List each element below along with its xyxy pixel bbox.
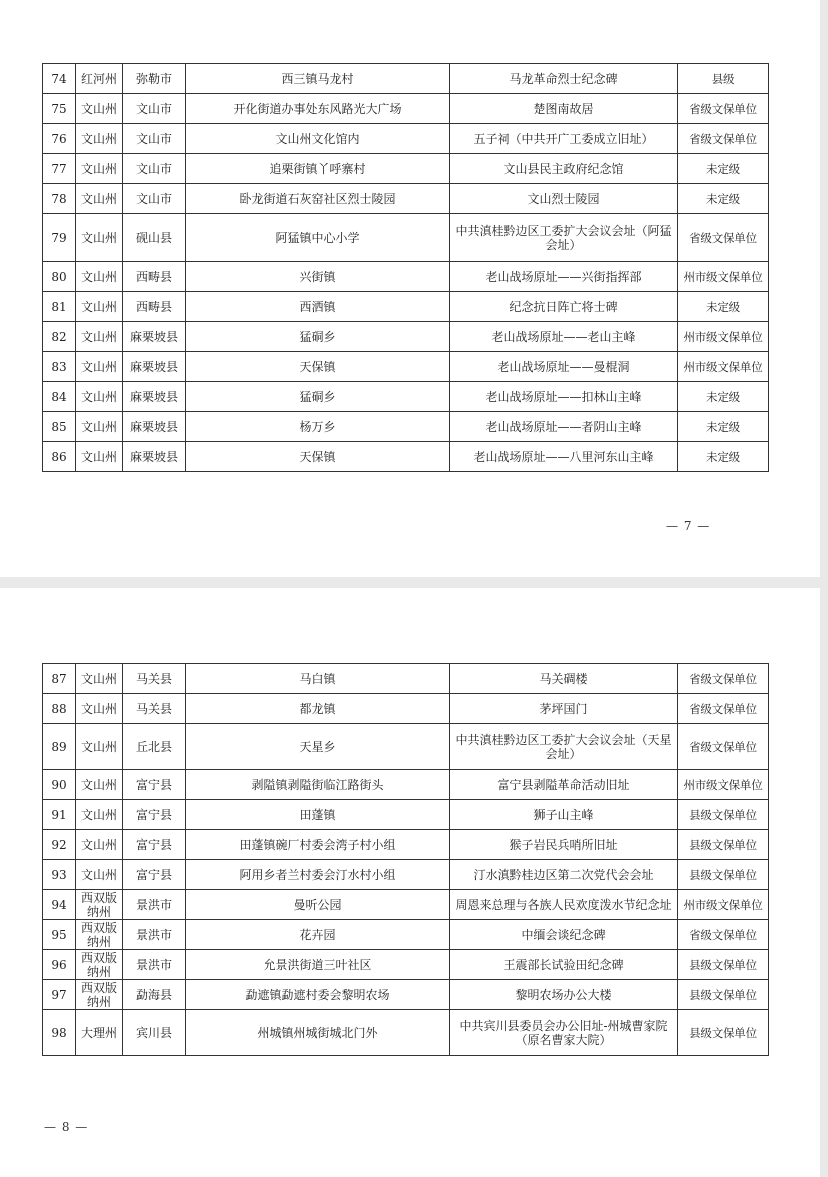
prefecture-cell: 西双版纳州 xyxy=(76,890,123,920)
protection-level-cell: 州市级文保单位 xyxy=(678,890,769,920)
location-cell: 卧龙街道石灰窑社区烈士陵园 xyxy=(186,184,450,214)
row-number-cell: 96 xyxy=(43,950,76,980)
row-number-cell: 75 xyxy=(43,94,76,124)
protection-level-cell: 州市级文保单位 xyxy=(678,322,769,352)
row-number-cell: 94 xyxy=(43,890,76,920)
county-cell: 弥勒市 xyxy=(123,64,186,94)
county-cell: 宾川县 xyxy=(123,1010,186,1056)
county-cell: 麻栗坡县 xyxy=(123,382,186,412)
sites-table-page-8 xyxy=(42,663,769,1056)
location-cell: 允景洪街道三叶社区 xyxy=(186,950,450,980)
location-cell: 西洒镇 xyxy=(186,292,450,322)
location-cell: 追栗街镇丫呼寨村 xyxy=(186,154,450,184)
table-row xyxy=(43,184,769,214)
table-row xyxy=(43,262,769,292)
prefecture-cell: 文山州 xyxy=(76,94,123,124)
site-name-cell: 文山县民主政府纪念馆 xyxy=(450,154,678,184)
prefecture-cell: 红河州 xyxy=(76,64,123,94)
protection-level-cell: 省级文保单位 xyxy=(678,124,769,154)
prefecture-cell: 文山州 xyxy=(76,724,123,770)
table-row xyxy=(43,920,769,950)
location-cell: 天保镇 xyxy=(186,352,450,382)
site-name-cell: 王震部长试验田纪念碑 xyxy=(450,950,678,980)
county-cell: 富宁县 xyxy=(123,800,186,830)
row-number-cell: 80 xyxy=(43,262,76,292)
county-cell: 文山市 xyxy=(123,94,186,124)
county-cell: 文山市 xyxy=(123,154,186,184)
page-number: — 7 — xyxy=(666,519,711,533)
protection-level-cell: 未定级 xyxy=(678,154,769,184)
table-row xyxy=(43,800,769,830)
prefecture-cell: 文山州 xyxy=(76,184,123,214)
site-name-cell: 纪念抗日阵亡将士碑 xyxy=(450,292,678,322)
sites-table-page-7 xyxy=(42,63,769,472)
county-cell: 马关县 xyxy=(123,694,186,724)
county-cell: 文山市 xyxy=(123,124,186,154)
document-page-8 xyxy=(0,588,820,1177)
protection-level-cell: 县级文保单位 xyxy=(678,1010,769,1056)
county-cell: 富宁县 xyxy=(123,770,186,800)
prefecture-cell: 文山州 xyxy=(76,860,123,890)
table-row xyxy=(43,980,769,1010)
protection-level-cell: 未定级 xyxy=(678,442,769,472)
row-number-cell: 78 xyxy=(43,184,76,214)
protection-level-cell: 县级文保单位 xyxy=(678,830,769,860)
protection-level-cell: 省级文保单位 xyxy=(678,664,769,694)
prefecture-cell: 文山州 xyxy=(76,770,123,800)
prefecture-cell: 文山州 xyxy=(76,382,123,412)
county-cell: 西畴县 xyxy=(123,262,186,292)
protection-level-cell: 省级文保单位 xyxy=(678,694,769,724)
protection-level-cell: 县级文保单位 xyxy=(678,860,769,890)
location-cell: 猛硐乡 xyxy=(186,382,450,412)
document-page-7 xyxy=(0,0,820,577)
county-cell: 麻栗坡县 xyxy=(123,322,186,352)
row-number-cell: 82 xyxy=(43,322,76,352)
table-row xyxy=(43,382,769,412)
prefecture-cell: 文山州 xyxy=(76,694,123,724)
site-name-cell: 富宁县剥隘革命活动旧址 xyxy=(450,770,678,800)
table-row xyxy=(43,950,769,980)
prefecture-cell: 西双版纳州 xyxy=(76,980,123,1010)
protection-level-cell: 省级文保单位 xyxy=(678,724,769,770)
table-row xyxy=(43,412,769,442)
row-number-cell: 88 xyxy=(43,694,76,724)
county-cell: 砚山县 xyxy=(123,214,186,262)
county-cell: 景洪市 xyxy=(123,890,186,920)
row-number-cell: 76 xyxy=(43,124,76,154)
county-cell: 麻栗坡县 xyxy=(123,442,186,472)
prefecture-cell: 西双版纳州 xyxy=(76,950,123,980)
prefecture-cell: 文山州 xyxy=(76,442,123,472)
site-name-cell: 汀水滇黔桂边区第二次党代会会址 xyxy=(450,860,678,890)
county-cell: 文山市 xyxy=(123,184,186,214)
site-name-cell: 黎明农场办公大楼 xyxy=(450,980,678,1010)
site-name-cell: 中共滇桂黔边区工委扩大会议会址（阿猛会址） xyxy=(450,214,678,262)
protection-level-cell: 未定级 xyxy=(678,412,769,442)
table-row xyxy=(43,664,769,694)
protection-level-cell: 省级文保单位 xyxy=(678,214,769,262)
county-cell: 马关县 xyxy=(123,664,186,694)
county-cell: 富宁县 xyxy=(123,830,186,860)
page-number: — 8 — xyxy=(44,1120,89,1134)
row-number-cell: 85 xyxy=(43,412,76,442)
location-cell: 剥隘镇剥隘街临江路街头 xyxy=(186,770,450,800)
protection-level-cell: 州市级文保单位 xyxy=(678,352,769,382)
prefecture-cell: 文山州 xyxy=(76,352,123,382)
site-name-cell: 中共滇桂黔边区工委扩大会议会址（天星会址） xyxy=(450,724,678,770)
protection-level-cell: 州市级文保单位 xyxy=(678,262,769,292)
location-cell: 开化街道办事处东风路光大广场 xyxy=(186,94,450,124)
prefecture-cell: 文山州 xyxy=(76,154,123,184)
site-name-cell: 老山战场原址——八里河东山主峰 xyxy=(450,442,678,472)
row-number-cell: 98 xyxy=(43,1010,76,1056)
county-cell: 丘北县 xyxy=(123,724,186,770)
row-number-cell: 89 xyxy=(43,724,76,770)
location-cell: 马白镇 xyxy=(186,664,450,694)
county-cell: 麻栗坡县 xyxy=(123,412,186,442)
table-row xyxy=(43,442,769,472)
county-cell: 富宁县 xyxy=(123,860,186,890)
location-cell: 文山州文化馆内 xyxy=(186,124,450,154)
table-row xyxy=(43,890,769,920)
county-cell: 景洪市 xyxy=(123,950,186,980)
table-row xyxy=(43,694,769,724)
protection-level-cell: 州市级文保单位 xyxy=(678,770,769,800)
county-cell: 西畴县 xyxy=(123,292,186,322)
row-number-cell: 83 xyxy=(43,352,76,382)
prefecture-cell: 文山州 xyxy=(76,262,123,292)
table-row xyxy=(43,1010,769,1056)
table-row xyxy=(43,292,769,322)
site-name-cell: 狮子山主峰 xyxy=(450,800,678,830)
county-cell: 麻栗坡县 xyxy=(123,352,186,382)
site-name-cell: 五子祠（中共开广工委成立旧址） xyxy=(450,124,678,154)
prefecture-cell: 文山州 xyxy=(76,412,123,442)
table-row xyxy=(43,770,769,800)
row-number-cell: 87 xyxy=(43,664,76,694)
location-cell: 天保镇 xyxy=(186,442,450,472)
protection-level-cell: 未定级 xyxy=(678,184,769,214)
row-number-cell: 93 xyxy=(43,860,76,890)
protection-level-cell: 省级文保单位 xyxy=(678,920,769,950)
prefecture-cell: 文山州 xyxy=(76,830,123,860)
row-number-cell: 90 xyxy=(43,770,76,800)
table-row xyxy=(43,64,769,94)
row-number-cell: 74 xyxy=(43,64,76,94)
location-cell: 勐遮镇勐遮村委会黎明农场 xyxy=(186,980,450,1010)
table-row xyxy=(43,154,769,184)
table-row xyxy=(43,724,769,770)
location-cell: 天星乡 xyxy=(186,724,450,770)
location-cell: 西三镇马龙村 xyxy=(186,64,450,94)
row-number-cell: 92 xyxy=(43,830,76,860)
location-cell: 兴街镇 xyxy=(186,262,450,292)
table-row xyxy=(43,94,769,124)
site-name-cell: 马龙革命烈士纪念碑 xyxy=(450,64,678,94)
site-name-cell: 周恩来总理与各族人民欢度泼水节纪念址 xyxy=(450,890,678,920)
table-row xyxy=(43,830,769,860)
location-cell: 都龙镇 xyxy=(186,694,450,724)
site-name-cell: 老山战场原址——老山主峰 xyxy=(450,322,678,352)
row-number-cell: 77 xyxy=(43,154,76,184)
table-row xyxy=(43,352,769,382)
site-name-cell: 老山战场原址——曼棍洞 xyxy=(450,352,678,382)
prefecture-cell: 文山州 xyxy=(76,800,123,830)
location-cell: 猛硐乡 xyxy=(186,322,450,352)
protection-level-cell: 省级文保单位 xyxy=(678,94,769,124)
protection-level-cell: 县级文保单位 xyxy=(678,950,769,980)
table-row xyxy=(43,322,769,352)
site-name-cell: 马关碉楼 xyxy=(450,664,678,694)
prefecture-cell: 文山州 xyxy=(76,214,123,262)
county-cell: 勐海县 xyxy=(123,980,186,1010)
row-number-cell: 91 xyxy=(43,800,76,830)
protection-level-cell: 县级文保单位 xyxy=(678,800,769,830)
location-cell: 田蓬镇 xyxy=(186,800,450,830)
location-cell: 曼听公园 xyxy=(186,890,450,920)
location-cell: 花卉园 xyxy=(186,920,450,950)
table-row xyxy=(43,214,769,262)
prefecture-cell: 文山州 xyxy=(76,322,123,352)
prefecture-cell: 文山州 xyxy=(76,664,123,694)
row-number-cell: 79 xyxy=(43,214,76,262)
table-row xyxy=(43,124,769,154)
location-cell: 阿猛镇中心小学 xyxy=(186,214,450,262)
prefecture-cell: 文山州 xyxy=(76,292,123,322)
location-cell: 州城镇州城街城北门外 xyxy=(186,1010,450,1056)
site-name-cell: 老山战场原址——者阴山主峰 xyxy=(450,412,678,442)
site-name-cell: 楚图南故居 xyxy=(450,94,678,124)
location-cell: 杨万乡 xyxy=(186,412,450,442)
protection-level-cell: 未定级 xyxy=(678,382,769,412)
prefecture-cell: 文山州 xyxy=(76,124,123,154)
row-number-cell: 86 xyxy=(43,442,76,472)
prefecture-cell: 西双版纳州 xyxy=(76,920,123,950)
protection-level-cell: 县级文保单位 xyxy=(678,980,769,1010)
protection-level-cell: 县级 xyxy=(678,64,769,94)
location-cell: 阿用乡者兰村委会汀水村小组 xyxy=(186,860,450,890)
site-name-cell: 中共宾川县委员会办公旧址-州城曹家院（原名曹家大院） xyxy=(450,1010,678,1056)
row-number-cell: 97 xyxy=(43,980,76,1010)
site-name-cell: 茅坪国门 xyxy=(450,694,678,724)
site-name-cell: 老山战场原址——兴街指挥部 xyxy=(450,262,678,292)
county-cell: 景洪市 xyxy=(123,920,186,950)
site-name-cell: 老山战场原址——扣林山主峰 xyxy=(450,382,678,412)
row-number-cell: 84 xyxy=(43,382,76,412)
protection-level-cell: 未定级 xyxy=(678,292,769,322)
location-cell: 田蓬镇碗厂村委会湾子村小组 xyxy=(186,830,450,860)
row-number-cell: 95 xyxy=(43,920,76,950)
site-name-cell: 文山烈士陵园 xyxy=(450,184,678,214)
site-name-cell: 中缅会谈纪念碑 xyxy=(450,920,678,950)
table-row xyxy=(43,860,769,890)
row-number-cell: 81 xyxy=(43,292,76,322)
site-name-cell: 猴子岩民兵哨所旧址 xyxy=(450,830,678,860)
prefecture-cell: 大理州 xyxy=(76,1010,123,1056)
